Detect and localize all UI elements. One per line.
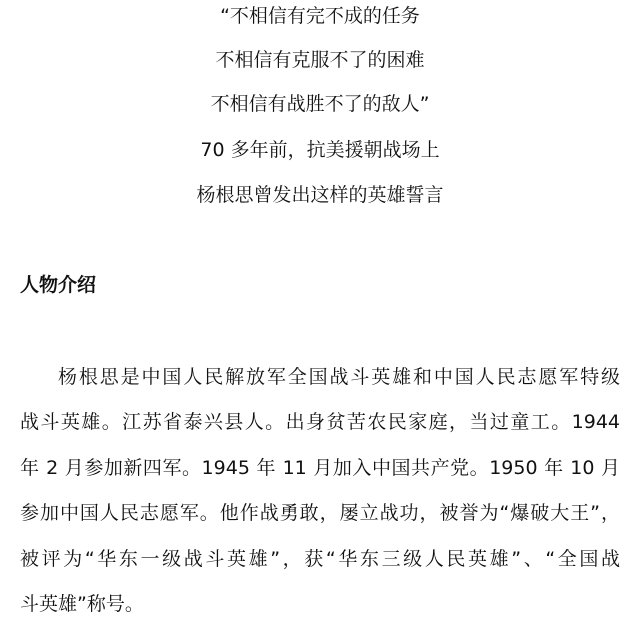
quote-line-4: 70 多年前，抗美援朝战场上 — [200, 139, 440, 161]
quote-line-5: 杨根思曾发出这样的英雄誓言 — [196, 184, 444, 206]
paragraph-line-3: 年 2 月参加新四军。1945 年 11 月加入中国共产党。1950 年 10 月 — [20, 457, 620, 479]
quote-line-3: 不相信有战胜不了的敌人” — [210, 93, 430, 115]
paragraph-line-2: 战斗英雄。江苏省泰兴县人。出身贫苦农民家庭，当过童工。1944 — [20, 411, 620, 433]
paragraph-line-4: 参加中国人民志愿军。他作战勇敢，屡立战功，被誉为“爆破大王”， — [20, 502, 620, 524]
quote-line-1: “不相信有完不成的任务 — [220, 5, 420, 27]
quote-line-2: 不相信有克服不了的困难 — [215, 49, 425, 71]
paragraph-line-6: 斗英雄”称号。 — [20, 593, 144, 615]
paragraph-line-1: 杨根思是中国人民解放军全国战斗英雄和中国人民志愿军特级 — [58, 366, 620, 388]
section-heading: 人物介绍 — [20, 274, 97, 296]
paragraph-line-5: 被评为“华东一级战斗英雄”，获“华东三级人民英雄”、“全国战 — [20, 548, 620, 570]
